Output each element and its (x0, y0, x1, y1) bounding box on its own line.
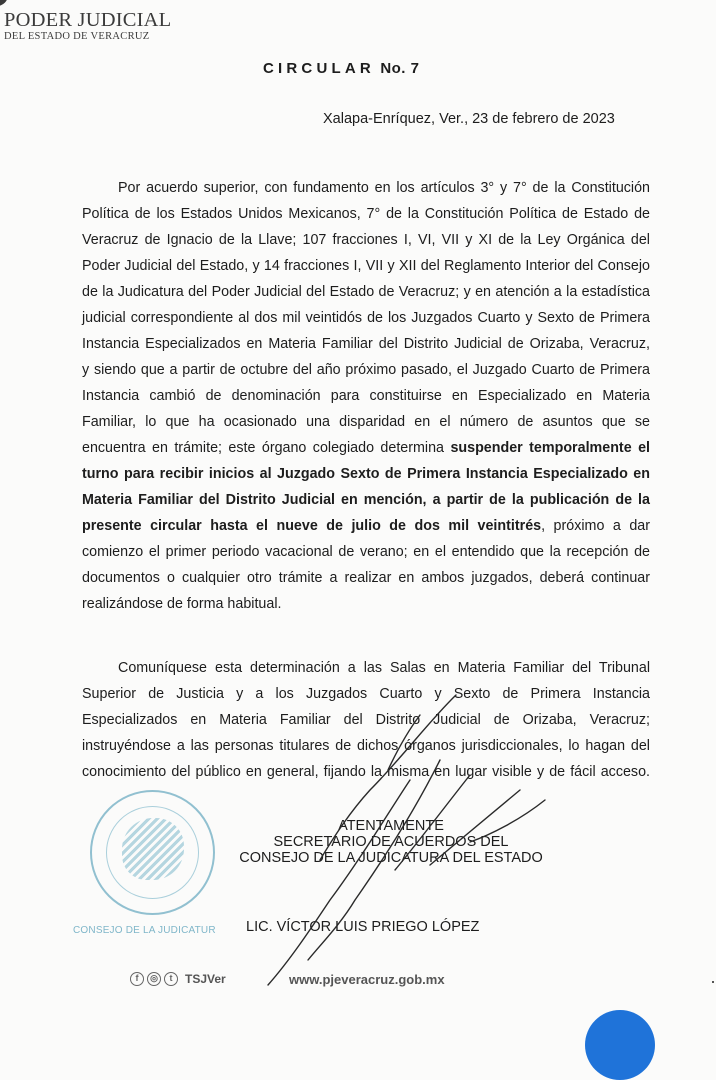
signer-position-line1: SECRETARIO DE ACUERDOS DEL (273, 834, 509, 850)
speck (712, 981, 714, 983)
seal-caption: CONSEJO DE LA JUDICATUR (73, 925, 216, 936)
seal-eagle-emblem-icon (122, 818, 184, 880)
closing: ATENTAMENTE (338, 818, 444, 834)
paragraph-line (82, 440, 650, 457)
letterhead-title: PODER JUDICIAL (4, 9, 172, 31)
facebook-icon[interactable]: f (130, 972, 144, 986)
paragraph-line (82, 518, 650, 535)
circular-heading-word: CIRCULAR (263, 60, 375, 77)
circular-number: No. 7 (380, 60, 420, 77)
paragraph-line (82, 466, 650, 483)
signer-position-line2: CONSEJO DE LA JUDICATURA DEL ESTADO (239, 850, 543, 866)
paragraph-line: Poder Judicial del Estado, y 14 fracciones I, VII y XII del Reglamento Interior del Consejo (82, 258, 650, 274)
paragraph-line: realizándose de forma habitual. (82, 596, 282, 612)
paragraph-bold-text: turno para recibir inicios al Juzgado Sexto de Primera Instancia Especializado en (82, 466, 650, 482)
paragraph-line: Por acuerdo superior, con fundamento en los artículos 3° y 7° de la Constitución (118, 180, 650, 196)
paragraph-line: conocimiento del público en general, fijando la misma en lugar visible y de fácil acceso. (82, 764, 650, 780)
circular-heading (263, 60, 420, 77)
website-link[interactable]: www.pjeveracruz.gob.mx (289, 972, 445, 987)
paragraph-line: Instancia Especializados en Materia Familiar del Distrito Judicial de Orizaba, Veracruz, (82, 336, 650, 352)
paragraph-line: Veracruz de Ignacio de la Llave; 107 fracciones I, VI, VII y XI de la Ley Orgánica del (82, 232, 650, 248)
paragraph-line: Política de los Estados Unidos Mexicanos, 7° de la Constitución Política de Estado de (82, 206, 650, 222)
signer-name: LIC. VÍCTOR LUIS PRIEGO LÓPEZ (246, 919, 480, 935)
place-date: Xalapa-Enríquez, Ver., 23 de febrero de 2023 (323, 111, 615, 127)
paragraph-line: Comuníquese esta determinación a las Salas en Materia Familiar del Tribunal (118, 660, 650, 676)
paragraph-line: comienzo el primer periodo vacacional de verano; en el entendido que la recepción de (82, 544, 650, 560)
paragraph-bold-text: presente circular hasta el nueve de julio de dos mil veintitrés (82, 518, 542, 534)
paragraph-bold-text: suspender temporalmente el (450, 440, 650, 456)
paragraph-line: judicial correspondiente al dos mil veintidós de los Juzgados Cuarto y Sexto de Primera (82, 310, 650, 326)
paragraph-text: encuentra en trámite; este órgano colegiado determina (82, 440, 451, 456)
paragraph-line: y siendo que a partir de octubre del año próximo pasado, el Juzgado Cuarto de Primera (82, 362, 650, 378)
instagram-icon[interactable]: ◎ (147, 972, 161, 986)
paragraph-line: Familiar, lo que ha ocasionado una disparidad en el número de asuntos que se (82, 414, 650, 430)
corner-mark (0, 0, 8, 6)
paragraph-bold-text: Materia Familiar del Distrito Judicial en mención, a partir de la publicación de la (82, 492, 650, 508)
blue-floating-button[interactable] (585, 1010, 655, 1080)
paragraph-line: instruyéndose a las personas titulares de dichos órganos jurisdiccionales, lo hagan del (82, 738, 650, 754)
paragraph-line: Especializados en Materia Familiar del Distrito Judicial de Orizaba, Veracruz; (82, 712, 650, 728)
official-seal-icon (90, 790, 215, 915)
paragraph-line: documentos o cualquier otro trámite a realizar en ambos juzgados, deberá continuar (82, 570, 650, 586)
letterhead-subtitle: DEL ESTADO DE VERACRUZ (4, 31, 150, 42)
paragraph-line: Instancia cambió de denominación para constituirse en Especializado en Materia (82, 388, 650, 404)
paragraph-line: Superior de Justicia y a los Juzgados Cuarto y Sexto de Primera Instancia (82, 686, 650, 702)
paragraph-line (82, 492, 650, 509)
footer-social (130, 972, 226, 986)
paragraph-line: de la Judicatura del Poder Judicial del Estado de Veracruz; y en atención a la estadística (82, 284, 650, 300)
paragraph-text: , próximo a dar (541, 518, 650, 534)
social-handle[interactable]: TSJVer (185, 972, 226, 986)
twitter-icon[interactable]: t (164, 972, 178, 986)
